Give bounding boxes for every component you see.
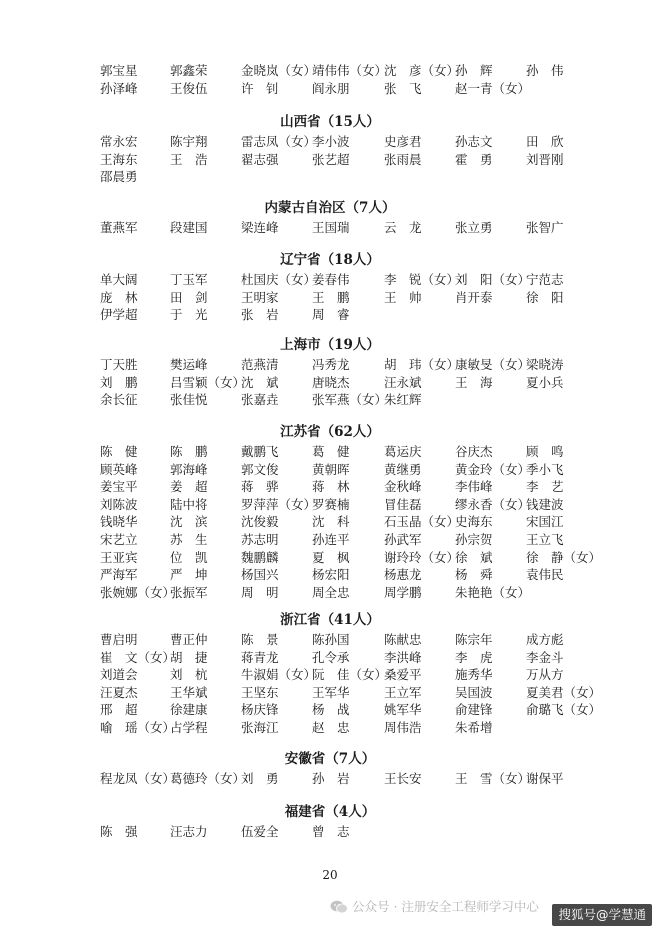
member-name: 金秋峰 <box>384 479 422 495</box>
member-name: 刘 杭 <box>170 667 208 683</box>
member-name: 郭海峰 <box>170 461 208 477</box>
member-name: 汪永斌 <box>384 374 422 390</box>
member-name: 曾 志 <box>312 824 350 839</box>
name-row <box>0 168 660 185</box>
member-name: 杜国庆（女） <box>241 272 317 287</box>
member-name: 张雨晨 <box>384 151 422 167</box>
member-name: 刘晋刚 <box>526 151 564 167</box>
name-row <box>0 701 660 718</box>
member-name: 姜春伟 <box>312 272 350 287</box>
member-name: 周学鹏 <box>384 584 422 600</box>
member-name: 宋艺立 <box>100 532 138 547</box>
name-row <box>0 151 660 168</box>
member-name: 成方彪 <box>526 632 564 647</box>
member-name: 于 光 <box>170 307 208 323</box>
member-name: 刘 鹏 <box>100 374 138 390</box>
member-name: 阮 佳（女） <box>312 667 388 683</box>
member-name: 宋国江 <box>526 514 564 530</box>
member-name: 曹启明 <box>100 632 138 647</box>
sohu-watermark: 搜狐号@学慧通 <box>552 904 652 926</box>
name-row <box>0 496 660 513</box>
member-name: 云 龙 <box>384 220 422 235</box>
member-name: 丁天胜 <box>100 357 138 372</box>
member-name: 张佳悦 <box>170 392 208 408</box>
member-name: 严海军 <box>100 567 138 583</box>
member-name: 夏小兵 <box>526 374 564 390</box>
member-name: 张婉娜（女） <box>100 584 176 600</box>
member-name: 孙连平 <box>312 532 350 547</box>
name-row <box>0 356 660 373</box>
member-name: 李 艺 <box>526 479 564 495</box>
member-name: 胡 玮（女） <box>384 357 460 372</box>
member-name: 雷志凤（女） <box>241 134 317 149</box>
member-name: 周 睿 <box>312 307 350 323</box>
member-name: 曹正仲 <box>170 632 208 647</box>
member-name: 王 海 <box>455 374 493 390</box>
member-name: 沈俊毅 <box>241 514 279 530</box>
member-name: 杨国兴 <box>241 567 279 583</box>
name-row <box>0 62 660 79</box>
member-name: 张嘉垚 <box>241 392 279 408</box>
member-name: 郭宝星 <box>100 63 138 78</box>
member-name: 张振军 <box>170 584 208 600</box>
member-name: 万从方 <box>526 667 564 683</box>
member-name: 苏 生 <box>170 532 208 547</box>
member-name: 夏美君（女） <box>526 684 602 700</box>
member-name: 杨惠龙 <box>384 567 422 583</box>
member-name: 位 凯 <box>170 549 208 565</box>
name-row <box>0 478 660 495</box>
member-name: 桑爱平 <box>384 667 422 683</box>
member-name: 蒋 骅 <box>241 479 279 495</box>
member-name: 占学程 <box>170 720 208 735</box>
member-name: 徐 斌 <box>455 549 493 565</box>
province-heading: 江苏省（62人） <box>280 424 380 440</box>
member-name: 姚军华 <box>384 702 422 718</box>
name-row <box>0 391 660 408</box>
member-name: 顾英峰 <box>100 461 138 477</box>
member-name: 孙 辉 <box>455 63 493 78</box>
member-name: 张艺超 <box>312 151 350 167</box>
name-row <box>0 513 660 530</box>
name-row <box>0 80 660 97</box>
member-name: 邢 超 <box>100 702 138 718</box>
member-name: 葛德玲（女） <box>170 771 246 786</box>
member-name: 汪志力 <box>170 824 208 839</box>
province-heading: 福建省（4人） <box>284 804 376 820</box>
member-name: 丁玉军 <box>170 272 208 287</box>
member-name: 汪夏杰 <box>100 684 138 700</box>
member-name: 李金斗 <box>526 649 564 665</box>
name-row <box>0 374 660 391</box>
member-name: 孙 岩 <box>312 771 350 786</box>
member-name: 徐 阳 <box>526 289 564 305</box>
member-name: 喻 瑶（女） <box>100 720 176 735</box>
member-name: 施秀华 <box>455 667 493 683</box>
province-heading: 辽宁省（18人） <box>280 252 380 268</box>
member-name: 肖开泰 <box>455 289 493 305</box>
name-row <box>0 566 660 583</box>
member-name: 钱晓华 <box>100 514 138 530</box>
member-name: 王立飞 <box>526 532 564 547</box>
wechat-watermark <box>352 899 539 915</box>
member-name: 顾 鸣 <box>526 444 564 459</box>
member-name: 李伟峰 <box>455 479 493 495</box>
member-name: 王亚宾 <box>100 549 138 565</box>
member-name: 王国瑞 <box>312 220 350 235</box>
member-name: 伊学超 <box>100 307 138 323</box>
member-name: 王坚东 <box>241 684 279 700</box>
member-name: 陈 鹏 <box>170 444 208 459</box>
member-name: 沈 斌 <box>241 374 279 390</box>
member-name: 张军燕（女） <box>312 392 388 408</box>
member-name: 冯秀龙 <box>312 357 350 372</box>
member-name: 许 钊 <box>241 80 279 96</box>
member-name: 孙宗贺 <box>455 532 493 547</box>
name-row <box>0 666 660 683</box>
member-name: 严 坤 <box>170 567 208 583</box>
member-name: 李 锐（女） <box>384 272 460 287</box>
member-name: 张智广 <box>526 220 564 235</box>
member-name: 刘道会 <box>100 667 138 683</box>
member-name: 张海江 <box>241 720 279 735</box>
name-row <box>0 271 660 288</box>
member-name: 程龙凤（女） <box>100 771 176 786</box>
member-name: 宁范志 <box>526 272 564 287</box>
member-name: 石玉晶（女） <box>384 514 460 530</box>
member-name: 俞建锋 <box>455 702 493 718</box>
name-row <box>0 219 660 236</box>
member-name: 樊运峰 <box>170 357 208 372</box>
name-row <box>0 306 660 323</box>
member-name: 牛淑娟（女） <box>241 667 317 683</box>
member-name: 邵晨勇 <box>100 169 138 185</box>
member-name: 靖伟伟（女） <box>312 63 388 78</box>
member-name: 李 虎 <box>455 649 493 665</box>
member-name: 朱希增 <box>455 720 493 735</box>
member-name: 杨宏阳 <box>312 567 350 583</box>
province-heading: 安徽省（7人） <box>284 751 376 767</box>
member-name: 刘 勇 <box>241 771 279 786</box>
province-heading: 上海市（19人） <box>280 337 380 353</box>
member-name: 黄金玲（女） <box>455 461 531 477</box>
member-name: 崔 文（女） <box>100 649 176 665</box>
member-name: 赵 忠 <box>312 720 350 735</box>
member-name: 朱艳艳（女） <box>455 584 531 600</box>
member-name: 翟志强 <box>241 151 279 167</box>
member-name: 梁晓涛 <box>526 357 564 372</box>
member-name: 谢保平 <box>526 771 564 786</box>
member-name: 郭鑫荣 <box>170 63 208 78</box>
member-name: 姜宝平 <box>100 479 138 495</box>
member-name: 常永宏 <box>100 134 138 149</box>
member-name: 王明家 <box>241 289 279 305</box>
member-name: 史海东 <box>455 514 493 530</box>
member-name: 袁伟民 <box>526 567 564 583</box>
member-name: 庞 林 <box>100 289 138 305</box>
member-name: 夏 枫 <box>312 549 350 565</box>
member-name: 刘陈波 <box>100 496 138 512</box>
member-name: 赵一青（女） <box>455 80 531 96</box>
member-name: 王 鹏 <box>312 289 350 305</box>
member-name: 田 剑 <box>170 289 208 305</box>
member-name: 梁连峰 <box>241 220 279 235</box>
member-name: 周 明 <box>241 584 279 600</box>
name-row <box>0 133 660 150</box>
member-name: 郭文俊 <box>241 461 279 477</box>
member-name: 王 雪（女） <box>455 771 531 786</box>
name-row <box>0 443 660 460</box>
name-row <box>0 531 660 548</box>
member-name: 范燕清 <box>241 357 279 372</box>
member-name: 李洪峰 <box>384 649 422 665</box>
name-row <box>0 631 660 648</box>
member-name: 沈 彦（女） <box>384 63 460 78</box>
member-name: 段建国 <box>170 220 208 235</box>
member-name: 唐晓杰 <box>312 374 350 390</box>
member-name: 孙泽峰 <box>100 80 138 96</box>
member-name: 陈宗年 <box>455 632 493 647</box>
member-name: 余长征 <box>100 392 138 408</box>
member-name: 罗萍萍（女） <box>241 496 317 512</box>
member-name: 阎永朋 <box>312 80 350 96</box>
member-name: 蒋青龙 <box>241 649 279 665</box>
member-name: 王立军 <box>384 684 422 700</box>
member-name: 王俊伍 <box>170 80 208 96</box>
province-heading: 浙江省（41人） <box>280 612 380 628</box>
member-name: 魏鹏麟 <box>241 549 279 565</box>
member-name: 钱建波 <box>526 496 564 512</box>
member-name: 刘 阳（女） <box>455 272 531 287</box>
wechat-icon <box>330 900 348 914</box>
member-name: 陈 景 <box>241 632 279 647</box>
member-name: 陈 强 <box>100 824 138 839</box>
member-name: 单大阔 <box>100 272 138 287</box>
member-name: 胡 捷 <box>170 649 208 665</box>
member-name: 李小波 <box>312 134 350 149</box>
member-name: 张 飞 <box>384 80 422 96</box>
member-name: 孔令承 <box>312 649 350 665</box>
member-name: 罗赛楠 <box>312 496 350 512</box>
province-heading: 山西省（15人） <box>280 114 380 130</box>
name-row <box>0 549 660 566</box>
member-name: 孙志文 <box>455 134 493 149</box>
member-name: 黄继勇 <box>384 461 422 477</box>
member-name: 缪永香（女） <box>455 496 531 512</box>
member-name: 吕雪颖（女） <box>170 374 246 390</box>
member-name: 陆中将 <box>170 496 208 512</box>
member-name: 霍 勇 <box>455 151 493 167</box>
member-name: 王长安 <box>384 771 422 786</box>
member-name: 吴国波 <box>455 684 493 700</box>
member-name: 王海东 <box>100 151 138 167</box>
member-name: 史彦君 <box>384 134 422 149</box>
member-name: 沈 科 <box>312 514 350 530</box>
member-name: 金晓岚（女） <box>241 63 317 78</box>
member-name: 孙 伟 <box>526 63 564 78</box>
name-row <box>0 770 660 787</box>
page-number: 20 <box>322 868 338 882</box>
member-name: 王军华 <box>312 684 350 700</box>
member-name: 张 岩 <box>241 307 279 323</box>
member-name: 黄朝晖 <box>312 461 350 477</box>
member-name: 杨 舜 <box>455 567 493 583</box>
province-heading: 内蒙古自治区（7人） <box>264 200 396 216</box>
member-name: 康敏旻（女） <box>455 357 531 372</box>
member-name: 田 欣 <box>526 134 564 149</box>
member-name: 伍爱全 <box>241 824 279 839</box>
member-name: 王华斌 <box>170 684 208 700</box>
member-name: 徐建康 <box>170 702 208 718</box>
name-row <box>0 584 660 601</box>
member-name: 沈 滨 <box>170 514 208 530</box>
member-name: 徐 静（女） <box>526 549 602 565</box>
member-name: 王 浩 <box>170 151 208 167</box>
name-row <box>0 461 660 478</box>
member-name: 张立勇 <box>455 220 493 235</box>
member-name: 戴鹏飞 <box>241 444 279 459</box>
member-name: 杨 战 <box>312 702 350 718</box>
name-row <box>0 289 660 306</box>
member-name: 陈献忠 <box>384 632 422 647</box>
member-name: 谢玲玲（女） <box>384 549 460 565</box>
member-name: 谷庆杰 <box>455 444 493 459</box>
member-name: 俞璐飞（女） <box>526 702 602 718</box>
name-row <box>0 823 660 840</box>
member-name: 孙武军 <box>384 532 422 547</box>
member-name: 葛运庆 <box>384 444 422 459</box>
member-name: 陈孙国 <box>312 632 350 647</box>
member-name: 蒋 林 <box>312 479 350 495</box>
member-name: 周伟浩 <box>384 720 422 735</box>
name-row <box>0 649 660 666</box>
member-name: 姜 超 <box>170 479 208 495</box>
member-name: 朱红辉 <box>384 392 422 408</box>
member-name: 陈 健 <box>100 444 138 459</box>
member-name: 王 帅 <box>384 289 422 305</box>
member-name: 冒佳磊 <box>384 496 422 512</box>
member-name: 陈宇翔 <box>170 134 208 149</box>
name-row <box>0 684 660 701</box>
member-name: 杨庆锋 <box>241 702 279 718</box>
member-name: 周全忠 <box>312 584 350 600</box>
member-name: 季小飞 <box>526 461 564 477</box>
member-name: 葛 健 <box>312 444 350 459</box>
member-name: 苏志明 <box>241 532 279 547</box>
name-row <box>0 719 660 736</box>
member-name: 董燕军 <box>100 220 138 235</box>
wechat-watermark-text: 公众号 · 注册安全工程师学习中心 <box>352 899 539 914</box>
